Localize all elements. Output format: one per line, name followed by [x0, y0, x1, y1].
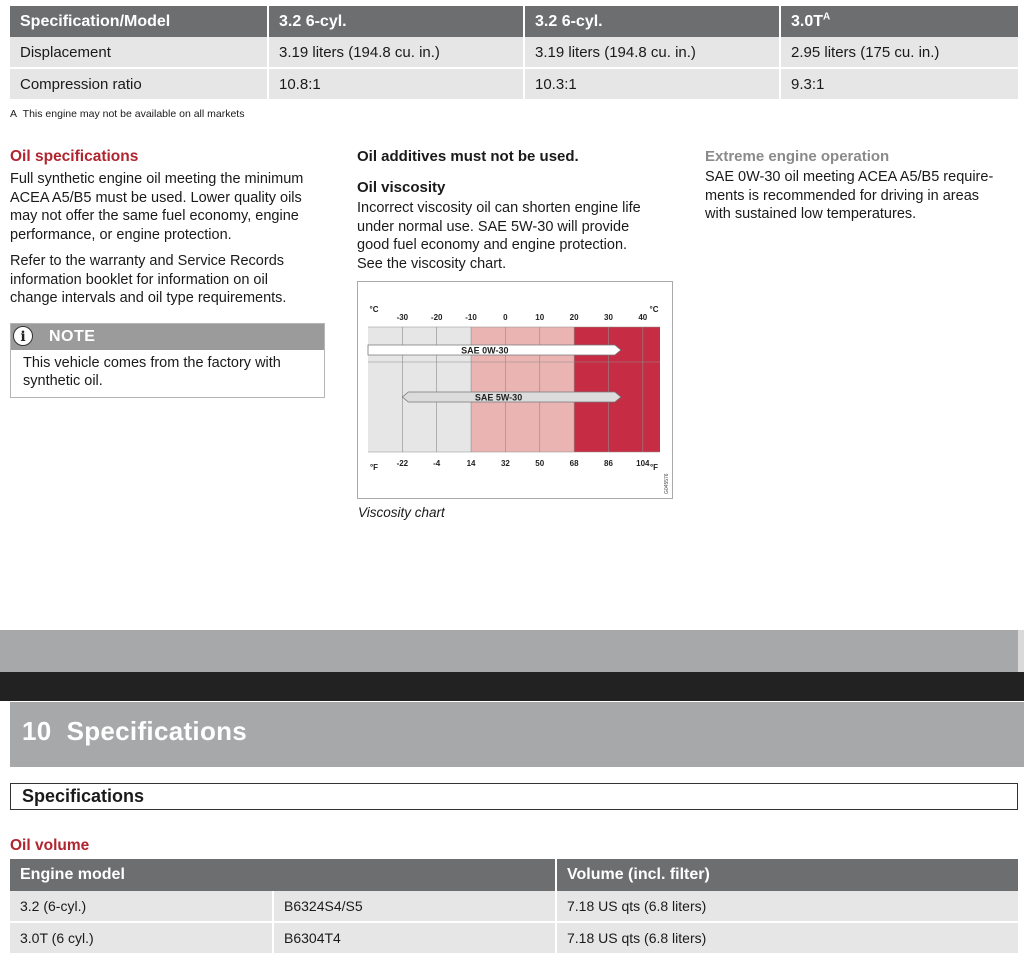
- spec-cell: 10.8:1: [268, 68, 524, 99]
- footnote: [10, 108, 244, 120]
- fahrenheit-unit-label: °F: [649, 463, 659, 472]
- spec-header-cell: Specification/Model: [10, 6, 268, 37]
- text-line: See the viscosity chart.: [357, 255, 507, 272]
- figure-code: G045576: [664, 473, 670, 494]
- footnote-text: This engine may not be available on all markets: [22, 108, 245, 120]
- note-box: [10, 323, 325, 398]
- celsius-tick-label: -10: [465, 313, 477, 322]
- spec-cell: 3.19 liters (194.8 cu. in.): [524, 37, 780, 68]
- text-line: information booklet for information on oil: [10, 271, 268, 288]
- spec-cell: Compression ratio: [10, 68, 268, 99]
- section-number: 10: [22, 716, 52, 746]
- extreme-paragraph: [705, 168, 993, 224]
- oil-volume-table: [10, 859, 1018, 953]
- celsius-tick-label: -30: [396, 313, 409, 322]
- series-label: SAE 5W-30: [474, 392, 523, 403]
- note-title: NOTE: [49, 328, 96, 345]
- celsius-unit-label: °C: [649, 305, 659, 314]
- fahrenheit-tick-label: 86: [604, 459, 613, 468]
- fahrenheit-tick-label: -4: [433, 459, 441, 468]
- table-row: [10, 922, 1018, 953]
- oil-specs-paragraph-1: [10, 170, 303, 244]
- oil-volume-header: [10, 859, 1018, 891]
- text-line: under normal use. SAE 5W-30 will provide: [357, 218, 630, 235]
- text-line: with sustained low temperatures.: [705, 206, 917, 222]
- series-label: SAE 0W-30: [461, 345, 509, 356]
- text-line: ACEA A5/B5 must be used. Lower quality oils: [10, 189, 302, 206]
- page-divider-edge: [1018, 630, 1024, 672]
- table-row: [10, 891, 1018, 922]
- chart-caption: Viscosity chart: [358, 505, 445, 520]
- vol-cell: B6304T4: [273, 922, 556, 953]
- text-line: This vehicle comes from the factory with: [23, 355, 281, 371]
- table-row: [10, 68, 1018, 99]
- celsius-tick-label: 20: [569, 313, 579, 322]
- oil-specs-heading: Oil specifications: [10, 148, 139, 165]
- text-line: synthetic oil.: [23, 373, 103, 389]
- text-line: good fuel economy and engine protection.: [357, 237, 628, 253]
- text-line: may not offer the same fuel economy, engine: [10, 208, 299, 224]
- spec-header-text: 3.0T: [791, 12, 824, 30]
- spec-header-cell: [780, 6, 1018, 37]
- vol-cell: 3.2 (6-cyl.): [10, 891, 273, 922]
- spec-header-cell: 3.2 6-cyl.: [268, 6, 524, 37]
- section-title: [22, 716, 247, 747]
- fahrenheit-tick-label: 50: [535, 459, 545, 468]
- spec-cell: 2.95 liters (175 cu. in.): [780, 37, 1018, 68]
- spec-table: [10, 6, 1018, 99]
- footnote-marker: A: [10, 108, 18, 120]
- spec-cell: 10.3:1: [524, 68, 780, 99]
- spec-table-header: [10, 6, 1018, 37]
- fahrenheit-tick-label: 68: [569, 459, 579, 468]
- additives-warning: Oil additives must not be used.: [357, 148, 579, 165]
- viscosity-paragraph: [357, 199, 641, 273]
- vol-cell: 7.18 US qts (6.8 liters): [556, 922, 1018, 953]
- celsius-tick-label: 30: [604, 313, 613, 322]
- page-divider-band: [0, 630, 1024, 672]
- viscosity-chart: [357, 281, 673, 499]
- text-line: Incorrect viscosity oil can shorten engine life: [357, 200, 641, 216]
- spec-header-cell: 3.2 6-cyl.: [524, 6, 780, 37]
- page-divider-dark: [0, 672, 1024, 701]
- celsius-tick-label: 0: [503, 313, 508, 322]
- subsection-box: [10, 783, 1018, 810]
- text-line: Full synthetic engine oil meeting the minimum: [10, 171, 304, 187]
- celsius-unit-label: °C: [369, 305, 379, 314]
- vol-cell: 7.18 US qts (6.8 liters): [556, 891, 1018, 922]
- spec-cell: 3.19 liters (194.8 cu. in.): [268, 37, 524, 68]
- text-line: SAE 0W-30 oil meeting ACEA A5/B5 require-: [705, 169, 994, 185]
- fahrenheit-tick-label: 32: [500, 459, 510, 468]
- celsius-tick-label: -20: [430, 313, 443, 322]
- viscosity-chart-svg: [358, 282, 672, 498]
- celsius-tick-label: 40: [638, 313, 648, 322]
- vol-cell: B6324S4/S5: [273, 891, 556, 922]
- oil-specs-paragraph-2: [10, 252, 286, 308]
- note-header: [11, 324, 324, 350]
- extreme-heading: Extreme engine operation: [705, 148, 890, 165]
- fahrenheit-tick-label: 104: [636, 459, 650, 468]
- fahrenheit-unit-label: °F: [369, 463, 379, 472]
- subsection-title: Specifications: [22, 786, 145, 806]
- fahrenheit-tick-label: 14: [466, 459, 476, 468]
- section-name: Specifications: [66, 716, 248, 746]
- vol-cell: 3.0T (6 cyl.): [10, 922, 273, 953]
- celsius-tick-label: 10: [535, 313, 545, 322]
- table-row: [10, 37, 1018, 68]
- fahrenheit-tick-label: -22: [396, 459, 409, 468]
- note-body: [11, 350, 324, 394]
- info-icon: i: [13, 326, 33, 346]
- vol-header-cell: Volume (incl. filter): [556, 859, 1018, 891]
- vol-header-cell: Engine model: [10, 859, 556, 891]
- text-line: ments is recommended for driving in areas: [705, 187, 980, 204]
- spec-cell: Displacement: [10, 37, 268, 68]
- viscosity-heading: Oil viscosity: [357, 179, 446, 196]
- oil-volume-heading: Oil volume: [10, 837, 90, 854]
- footnote-marker: A: [823, 11, 831, 23]
- spec-cell: 9.3:1: [780, 68, 1018, 99]
- text-line: Refer to the warranty and Service Records: [10, 253, 285, 269]
- text-line: performance, or engine protection.: [10, 226, 232, 243]
- text-line: change intervals and oil type requirements.: [10, 290, 287, 306]
